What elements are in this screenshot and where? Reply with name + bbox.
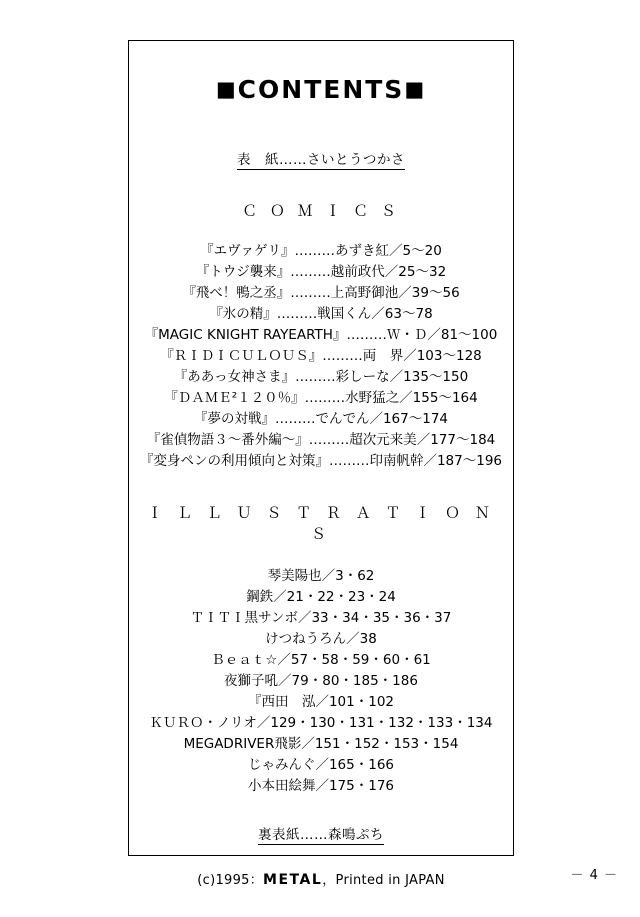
contents-inner <box>129 41 513 888</box>
list-item: じゃみんぐ／165・166 <box>247 757 395 773</box>
copyright-prefix: (c)1995： <box>197 873 264 888</box>
list-item: 『ああっ女神さま』………彩しーな／135～150 <box>173 369 469 385</box>
copyright-line <box>139 869 503 888</box>
list-item: 『雀偵物語３～番外編～』………超次元来美／177～184 <box>146 432 496 448</box>
list-item: 『変身ペンの利用傾向と対策』………印南帆幹／187～196 <box>139 453 503 469</box>
list-item: 『ＤＡＭＥ²１２０％』………水野猛之／155～164 <box>164 390 478 406</box>
list-item: 『トウジ襲来』………越前政代／25～32 <box>195 264 447 280</box>
page-title <box>139 75 503 104</box>
list-item: 鋼鉄／21・22・23・24 <box>246 589 396 605</box>
contents-frame <box>128 40 514 888</box>
list-item: 『西田 泓／101・102 <box>247 694 395 710</box>
list-item: ＴＩＴＩ黒サンボ／33・34・35・36・37 <box>190 610 452 626</box>
comics-list <box>139 241 503 472</box>
cover-credit: 表 紙……さいとうつかさ <box>237 148 405 170</box>
list-item: けつねうろん／38 <box>265 631 377 647</box>
page-number: － 4 － <box>570 868 618 883</box>
list-item: 『ＲＩＤＩＣＵＬＯＵＳ』………両 界／103～128 <box>160 348 482 364</box>
list-item: 『夢の対戦』………でんでん／167～174 <box>193 411 449 427</box>
list-item: 夜獅子吼／79・80・185・186 <box>224 673 418 689</box>
list-item: 『飛べ！鴨之丞』………上高野御池／39～56 <box>182 285 460 301</box>
illustrations-list <box>139 566 503 797</box>
back-credit-wrap <box>139 797 503 845</box>
list-item: 『MAGIC KNIGHT RAYEARTH』………Ｗ・Ｄ／81～100 <box>144 327 498 343</box>
list-item: Ｂｅａｔ☆／57・58・59・60・61 <box>211 652 431 668</box>
illustrations-section-heading: Ｉ Ｌ Ｌ Ｕ Ｓ Ｔ Ｒ Ａ Ｔ Ｉ Ｏ Ｎ Ｓ <box>147 504 495 543</box>
list-item: ＫＵＲＯ・ノリオ／129・130・131・132・133・134 <box>149 715 493 731</box>
back-cover-credit: 裏表紙……森鳴ぷち <box>258 823 384 845</box>
list-item: 『氷の精』………戦国くん／63～78 <box>209 306 433 322</box>
list-item: 琴美陽也／3・62 <box>267 568 375 584</box>
list-item: MEGADRIVER飛影／151・152・153・154 <box>183 736 459 752</box>
title-text: CONTENTS <box>237 75 405 104</box>
title-right-mark-icon: ■ <box>404 77 427 101</box>
list-item: 小本田絵舞／175・176 <box>247 778 395 794</box>
list-item: 『エヴァゲリ』………あずき紅／5～20 <box>200 243 442 259</box>
copyright-brand: METAL <box>263 872 323 888</box>
title-left-mark-icon: ■ <box>215 77 238 101</box>
copyright-suffix: ，Printed in JAPAN <box>322 873 445 888</box>
comics-section-heading: Ｃ Ｏ Ｍ Ｉ Ｃ Ｓ <box>242 202 400 220</box>
cover-credit-wrap <box>139 132 503 196</box>
